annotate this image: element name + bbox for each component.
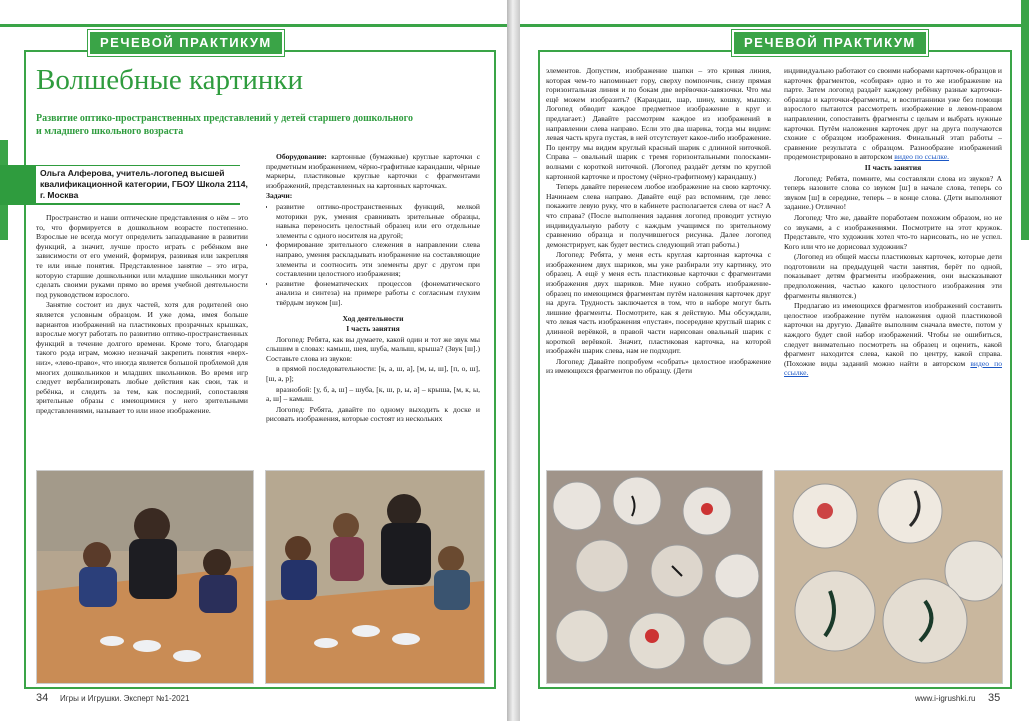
- video-link-1[interactable]: видео по ссылке.: [894, 152, 950, 162]
- paragraph: Пространство и наши оптические представления о нём – это то, что формируется в дошкольном возрасте постепенно. Взрослые не всегда могут определить запаздывание в развитии функций, а значит, лучше просто играть с ребёнком вне зависимости от его умений, формируя, развивая или закрепляя те или иные понятия. Представленное занятие – это игра, которую старшие дошкольники или младшие школьники могут сделать своими руками прямо во время учебной деятельности под руководством взрослого.: [36, 213, 248, 299]
- cards-photo-2: [774, 470, 1003, 684]
- paragraph: Логопед: Давайте попробуем «собрать» целостное изображение из имеющихся фрагментов по образцу. (Дети: [546, 356, 771, 376]
- paragraph: Теперь давайте перенесем любое изображение на свою карточку. Начинаем слева направо. Давайте ещё раз вспомним, где лево: покажите левую руку, что в кабинете располагается слева от нас? А что справа? (После выполнения задания логопед проводит устную индивидуальную работу с каждым учащимся по зрительному сравнению образца и получившегося рисунка. Далее логопед демонстрирует, как будет вестись следующий этап работы.): [546, 182, 771, 249]
- gutter: [507, 0, 520, 721]
- side-accent: [1021, 0, 1029, 240]
- left-column-1: [36, 213, 248, 463]
- top-rule: [0, 24, 507, 27]
- article-subtitle: Развитие оптико-пространственных представлений у детей старшего дошкольного и младшего школьного возраста: [36, 113, 413, 137]
- paragraph: Логопед: Что же, давайте поработаем похожим образом, но не со звуками, а с изображениями. Посмотрите на этот кружок. Представьте, что художник хотел что-то нарисовать, но не успел. Кого или что не дорисовал художник?: [784, 212, 1002, 251]
- rubric-label: РЕЧЕВОЙ ПРАКТИКУМ: [88, 30, 284, 56]
- right-column-1: [546, 66, 771, 462]
- paragraph: Занятие состоит из двух частей, хотя для родителей оно является условным образцом. И уже дома, имея больше вариантов изображений на пластиковых прозрачных крышках, взрослые могут работать по развитию оптико-пространственных функций в течение долгого времени. Кроме того, благодаря такого рода играм, можно незначай закрепить понятия «верх-низ», «лево-право», что иногда является большой проблемой для многих дошкольников и младших школьников. Во время игр следует вербализировать любые действия как свои, так и ребёнка, и следить за тем, как последний, сопоставляя зрительные образы с имеющимися у него зрительными представлениями, называет то или иное изображение.: [36, 300, 248, 415]
- paragraph: в прямой последовательности: [к, а, ш, а], [м, ы, ш], [п, о, ш], [ш, а, р];: [266, 364, 480, 384]
- footer-text: Игры и Игрушки. Эксперт №1-2021: [60, 694, 190, 703]
- video-link-2[interactable]: видео по ссылке.: [784, 358, 1002, 378]
- tasks-list: [266, 202, 480, 308]
- rubric-label: РЕЧЕВОЙ ПРАКТИКУМ: [732, 30, 928, 56]
- equipment-label: Оборудование:: [276, 152, 327, 161]
- classroom-photo-2: [265, 470, 485, 684]
- paragraph: Предлагаю из имеющихся фрагментов изображений составить целостное изображение путём наложения одной пластиковой карточки на другую. Давайте выполним сначала вместе, потом у каждого будет свой набор изображений. Чтобы не ошибиться, следует внимательно посмотреть на образец и оценить, какой фрагмент находится слева, какой по центру, какой справа. (Похожие виды заданий можно найти в авторском: [784, 301, 1002, 368]
- paragraph: Логопед: Ребята, давайте по одному выходить к доске и рисовать изображения, которые состоят из нескольких: [266, 404, 480, 424]
- page-number: 35: [988, 692, 1001, 704]
- paragraph: Логопед: Ребята, у меня есть круглая картонная карточка с изображением двух шариков, мы уже разбирали эту картинку, это образец. А ещё у меня есть пластиковые карточки с фрагментами изображения двух шариков. Мне нужно собрать изображение-образец по имеющимся фрагментам путём наложения карточек друг на друга. Трудность заключается в том, что в наборе могут быть лишние фрагменты. Посмотрите, как я действую. Мы обсуждали, что левая часть изображения «пустая», посередине круглый шарик с длинной верёвкой, в правой части нарисован овальный шарик с короткой верёвкой. Значит, пластиковая карточка, на которой изображён шарик слева, нам не подходит.: [546, 250, 771, 356]
- page-number: 34: [36, 692, 49, 704]
- part1-heading: I часть занятия: [346, 324, 400, 334]
- right-column-2: [784, 66, 1002, 462]
- part2-heading: II часть занятия: [864, 162, 922, 172]
- left-column-2: [266, 152, 480, 464]
- paragraph: индивидуально работают со своими наборами карточек-образцов и карточек фрагментов, «собирая» одно и то же изображение на парте. Затем логопед раздаёт каждому ребёнку разные карточки-образцы и карточки-фрагменты, и воспитанники уже без помощи взрослого пытаются рассмотреть изображение в левом-правом направлении, сопоставить фрагменты с целым и выбрать нужные карточки. Путём наложения карточек друг на друга получаются схожие с образцом изображения. Финальный этап работы – сравнение результата с образцом. Разнообразие изображений продемонстрировано в авторском: [784, 66, 1002, 162]
- paragraph: (Логопед из общей массы пластиковых карточек, которые дети подготовили на предыдущей части занятия, берёт по одной, показывает детям фрагменты изображения, они высказывают предположения, частью какого целостного изображения эти фрагменты являются.): [784, 252, 1002, 300]
- paragraph: Логопед: Ребята, как вы думаете, какой один и тот же звук мы слышим в словах: камыш, шея, шуба, малыш, крыша? (Звук [ш].) Составьте слова из звуков:: [266, 334, 480, 363]
- author-info: Ольга Алферова, учитель-логопед высшей квалификационной категории, ГБОУ Школа 2114, г. Москва: [36, 166, 254, 203]
- left-page: [0, 0, 507, 721]
- task-item: • развитие оптико-пространственных функций, мелкой моторики рук, умения сравнивать зрительные образцы, навыка переносить целостный образец или его отдельные элементы с одного носителя на другой;: [276, 202, 480, 240]
- cards-photo-1: [546, 470, 763, 684]
- task-item: • развитие фонематических процессов (фонематического анализа и синтеза) на примере работы с согласным глухим твёрдым звуком [ш].: [276, 279, 480, 308]
- course-heading: Ход деятельности: [342, 313, 404, 323]
- top-rule: [520, 24, 1029, 27]
- task-item: • формирование зрительного слежения в направлении слева направо, умения раскладывать изображение на составляющие элементы и соотносить эти элементы друг с другом при составлении целостного изображения;: [276, 240, 480, 278]
- paragraph: Логопед: Ребята, помните, мы составляли слова из звуков? А теперь назовите слова со звуком [ш] в начале слова, теперь со звуком [ш] в середине, теперь – в конце слова. (Дети выполняют задание.) Отлично!: [784, 173, 1002, 212]
- classroom-photo-1: [36, 470, 254, 684]
- article-title: Волшебные картинки: [36, 64, 303, 96]
- website[interactable]: www.i-igrushki.ru: [915, 694, 976, 703]
- right-page: [520, 0, 1029, 721]
- paragraph: вразнобой: [у, б, а, ш] – шуба, [к, ш, р, ы, а] – крыша, [м, к, ы, а, ш] – камыш.: [266, 384, 480, 404]
- equipment-text: картонные (бумажные) круглые карточки с предметным изображением, чёрно-графитные карандаши, чёрные маркеры, пластиковые круглые карточки с фрагментами изображений, представленных на картонных карточках.: [266, 152, 480, 190]
- paragraph: элементов. Допустим, изображение шапки – это кривая линия, которая чем-то напоминает гору, сверху помпончик, снизу прямая горизонтальная линия и по бокам две верёвочки-завязочки. Что мы ещё можем изобразить? (Карандаш, шар, шину, кошку, мышку. Логопед обводит каждое предметное изображение в круг и предлагает.) Давайте рассмотрим каждое из изображений в направлении слева направо. Если это два шарика, тогда мы видим: левая часть круга пустая, в ней отсутствует какое-либо изображение. По центру мы видим круглый красный шарик с длинной ниточкой. Справа – овальный шарик с тремя горизонтальными полосками-волнами с короткой ниточкой. (Логопед раздаёт детям по круглой картонной карточке и простому (чёрно-графитному) карандашу.): [546, 66, 771, 181]
- tasks-label: Задачи:: [266, 191, 293, 201]
